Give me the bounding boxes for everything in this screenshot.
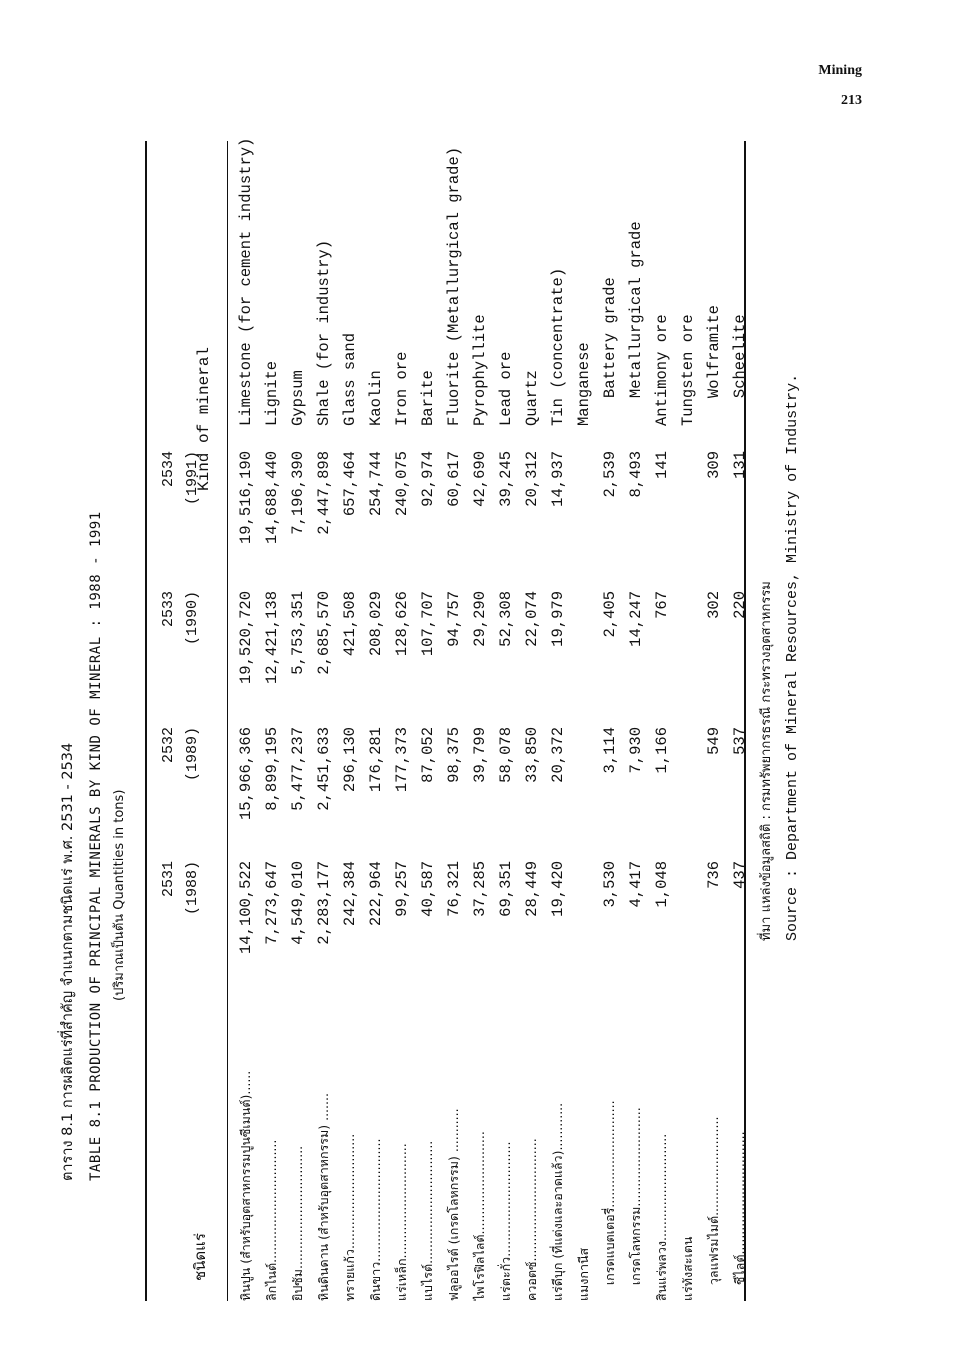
cell-1989: 296,130: [341, 727, 359, 793]
cell-kind-english: Glass sand: [341, 332, 359, 426]
cell-1988: 242,384: [341, 861, 359, 927]
cell-kind-english: Fluorite (Metallurgical grade): [445, 146, 463, 426]
cell-kind-english: Iron ore: [393, 351, 411, 426]
cell-kind-thai: แบไรต์...............................: [420, 1140, 435, 1301]
cell-kind-english: Tin (concentrate): [549, 267, 567, 426]
cell-1989: 8,899,195: [263, 727, 281, 811]
cell-1989: 537: [731, 727, 749, 755]
cell-1991: 60,617: [445, 451, 463, 507]
cell-1991: 20,312: [523, 451, 541, 507]
cell-1989: 2,451,633: [315, 727, 333, 811]
cell-1991: 39,245: [497, 451, 515, 507]
cell-kind-thai: วุลแฟรมไมต์.........................: [706, 1116, 721, 1301]
cell-1991: 2,539: [601, 451, 619, 498]
header-year-1: 2531 (1988): [160, 861, 201, 916]
table-row: [493, 141, 519, 1301]
table-row: [701, 141, 727, 1301]
cell-1988: 99,257: [393, 861, 411, 917]
cell-kind-english: Kaolin: [367, 370, 385, 426]
cell-1991: 7,196,390: [289, 451, 307, 535]
cell-1990: 22,074: [523, 591, 541, 647]
cell-kind-english: Wolframite: [705, 305, 723, 426]
cell-kind-thai: ดินขาว...............................: [368, 1138, 383, 1301]
cell-1989: 5,477,237: [289, 727, 307, 811]
table-row: [415, 141, 441, 1301]
cell-1990: 767: [653, 591, 671, 619]
cell-1991: 14,937: [549, 451, 567, 507]
cell-1991: 19,516,190: [237, 451, 255, 545]
table-row: [311, 141, 337, 1301]
cell-1990: 12,421,138: [263, 591, 281, 685]
cell-kind-thai: ลิกไนต์...............................: [264, 1139, 279, 1301]
cell-kind-thai: หินดินดาน (สำหรับอุตสาหกรรม) .......: [316, 1093, 331, 1301]
cell-1991: 131: [731, 451, 749, 479]
header-kind-english: Kind of mineral: [195, 346, 213, 491]
cell-1990: 29,290: [471, 591, 489, 647]
cell-1989: 58,078: [497, 727, 515, 783]
cell-1988: 437: [731, 861, 749, 889]
cell-1989: 7,930: [627, 727, 645, 774]
cell-kind-thai: แร่เหล็ก.............................: [394, 1143, 409, 1301]
source-thai: ที่มา แหล่งข้อมูลสถิติ : กรมทรัพยากรธรณี กระทรวงอุตสาหกรรม: [759, 581, 774, 941]
cell-kind-thai: แร่ตะกั่ว.............................: [498, 1141, 513, 1301]
header-year-4: 2534 (1991): [160, 451, 201, 506]
cell-1988: 7,273,647: [263, 861, 281, 945]
table-source: [755, 374, 807, 941]
table-row: [649, 141, 675, 1301]
cell-kind-english: Antimony ore: [653, 314, 671, 426]
source-english: Source : Department of Mineral Resources, Ministry of Industry.: [784, 373, 801, 941]
cell-1988: 736: [705, 861, 723, 889]
cell-1991: 8,493: [627, 451, 645, 498]
cell-1990: 14,247: [627, 591, 645, 647]
cell-1991: 141: [653, 451, 671, 479]
cell-kind-thai: ไพโรฟิลไลต์..........................: [472, 1131, 487, 1301]
cell-1991: 309: [705, 451, 723, 479]
cell-1988: 2,283,177: [315, 861, 333, 945]
cell-1988: 4,549,010: [289, 861, 307, 945]
table-row: [597, 141, 623, 1301]
cell-1991: 92,974: [419, 451, 437, 507]
table-row: [389, 141, 415, 1301]
cell-kind-english: Lead ore: [497, 351, 515, 426]
cell-1990: 128,626: [393, 591, 411, 657]
table-header-rule: [227, 141, 228, 1301]
cell-kind-thai: ยิปซัม...............................: [290, 1145, 305, 1301]
table-row: [519, 141, 545, 1301]
cell-1988: 28,449: [523, 861, 541, 917]
cell-1990: 2,685,570: [315, 591, 333, 675]
cell-1988: 4,417: [627, 861, 645, 908]
table-title-english: TABLE 8.1 PRODUCTION OF PRINCIPAL MINERALS BY KIND OF MINERAL : 1988 - 1991: [88, 511, 104, 1181]
cell-1990: 5,753,351: [289, 591, 307, 675]
table-row: [727, 141, 753, 1301]
cell-kind-english: Quartz: [523, 370, 541, 426]
cell-kind-thai: ฟลูออไรต์ (เกรดโลหกรรม) ...........: [446, 1108, 461, 1301]
table-row: [545, 141, 571, 1301]
cell-1988: 37,285: [471, 861, 489, 917]
cell-1990: 19,979: [549, 591, 567, 647]
table-bottom-rule: [744, 141, 746, 1301]
cell-1991: 240,075: [393, 451, 411, 517]
cell-1989: 176,281: [367, 727, 385, 793]
table-row: [233, 137, 259, 1301]
cell-kind-english: Pyrophyllite: [471, 314, 489, 426]
cell-kind-english: Barite: [419, 370, 437, 426]
cell-kind-english: Shale (for industry): [315, 239, 333, 426]
cell-1988: 14,100,522: [237, 861, 255, 955]
cell-kind-english: Gypsum: [289, 370, 307, 426]
cell-1990: 107,707: [419, 591, 437, 657]
table-row: [467, 141, 493, 1301]
cell-kind-thai: เกรดโลหกรรม.........................: [628, 1107, 643, 1301]
table-row: [441, 141, 467, 1301]
table-row: [259, 141, 285, 1301]
cell-1991: 14,688,440: [263, 451, 281, 545]
table-row: [623, 141, 649, 1301]
cell-kind-thai: หินปูน (สำหรับอุตสาหกรรมปูนซีเมนต์)......: [238, 1070, 253, 1301]
cell-1989: 33,850: [523, 727, 541, 783]
cell-1988: 222,964: [367, 861, 385, 927]
cell-kind-english: Battery grade: [601, 277, 619, 426]
cell-1989: 15,966,366: [237, 727, 255, 821]
cell-kind-english: Scheelite: [731, 314, 749, 426]
cell-1990: 421,508: [341, 591, 359, 657]
cell-1990: 2,405: [601, 591, 619, 638]
header-year-3: 2533 (1990): [160, 591, 201, 646]
table-title-thai: ตาราง 8.1 การผลิตแร่ที่สำคัญ จำแนกตามชนิดแร่ พ.ศ. 2531 - 2534: [60, 742, 76, 1181]
cell-kind-thai: แร่ทังสะเตน: [680, 1236, 695, 1301]
cell-1989: 3,114: [601, 727, 619, 774]
cell-1989: 20,372: [549, 727, 567, 783]
cell-1988: 19,420: [549, 861, 567, 917]
table-unit-note: (ปริมาณเป็นตัน Quantities in tons): [112, 789, 127, 1001]
cell-1989: 98,375: [445, 727, 463, 783]
cell-1991: 254,744: [367, 451, 385, 517]
cell-1991: 657,464: [341, 451, 359, 517]
cell-kind-thai: ชีไลต์...............................: [732, 1131, 747, 1301]
table-row: [571, 141, 597, 1301]
section-title: Mining: [818, 63, 862, 78]
cell-kind-thai: แร่ดีบุก (ที่แต่งและอาดแล้ว)............: [550, 1102, 565, 1301]
page-number: 213: [841, 93, 862, 108]
cell-1988: 69,351: [497, 861, 515, 917]
cell-1989: 1,166: [653, 727, 671, 774]
table-row: [337, 141, 363, 1301]
cell-1990: 52,308: [497, 591, 515, 647]
cell-1990: 302: [705, 591, 723, 619]
table-row: [675, 141, 701, 1301]
cell-1988: 76,321: [445, 861, 463, 917]
cell-kind-thai: แมงกานีส: [576, 1247, 591, 1301]
cell-1990: 208,029: [367, 591, 385, 657]
cell-1988: 3,530: [601, 861, 619, 908]
header-kind-thai: ชนิดแร่: [191, 1233, 209, 1281]
cell-1988: 40,587: [419, 861, 437, 917]
cell-1991: 2,447,898: [315, 451, 333, 535]
header-year-2: 2532 (1989): [160, 727, 201, 782]
cell-kind-thai: เกรดแบตเตอรี่...........................: [602, 1100, 617, 1301]
cell-kind-english: Limestone (for cement industry): [237, 137, 255, 426]
cell-1989: 177,373: [393, 727, 411, 793]
page-header: [818, 56, 862, 116]
cell-kind-english: Lignite: [263, 360, 281, 426]
cell-kind-english: Manganese: [575, 342, 593, 426]
cell-kind-thai: สินแร่พลวง...........................: [654, 1133, 669, 1301]
cell-kind-thai: ควอตซ์...............................: [524, 1138, 539, 1301]
table-top-rule: [145, 141, 147, 1301]
table-row: [363, 141, 389, 1301]
cell-1990: 94,757: [445, 591, 463, 647]
cell-1990: 19,520,720: [237, 591, 255, 685]
table-row: [285, 141, 311, 1301]
cell-1990: 220: [731, 591, 749, 619]
cell-1989: 39,799: [471, 727, 489, 783]
cell-1989: 87,052: [419, 727, 437, 783]
rotated-table-page: [47, 137, 837, 1301]
cell-1988: 1,048: [653, 861, 671, 908]
cell-kind-thai: ทรายแก้ว.............................: [342, 1133, 357, 1301]
cell-kind-english: Tungsten ore: [679, 314, 697, 426]
cell-1991: 42,690: [471, 451, 489, 507]
cell-kind-english: Metallurgical grade: [627, 221, 645, 426]
cell-1989: 549: [705, 727, 723, 755]
